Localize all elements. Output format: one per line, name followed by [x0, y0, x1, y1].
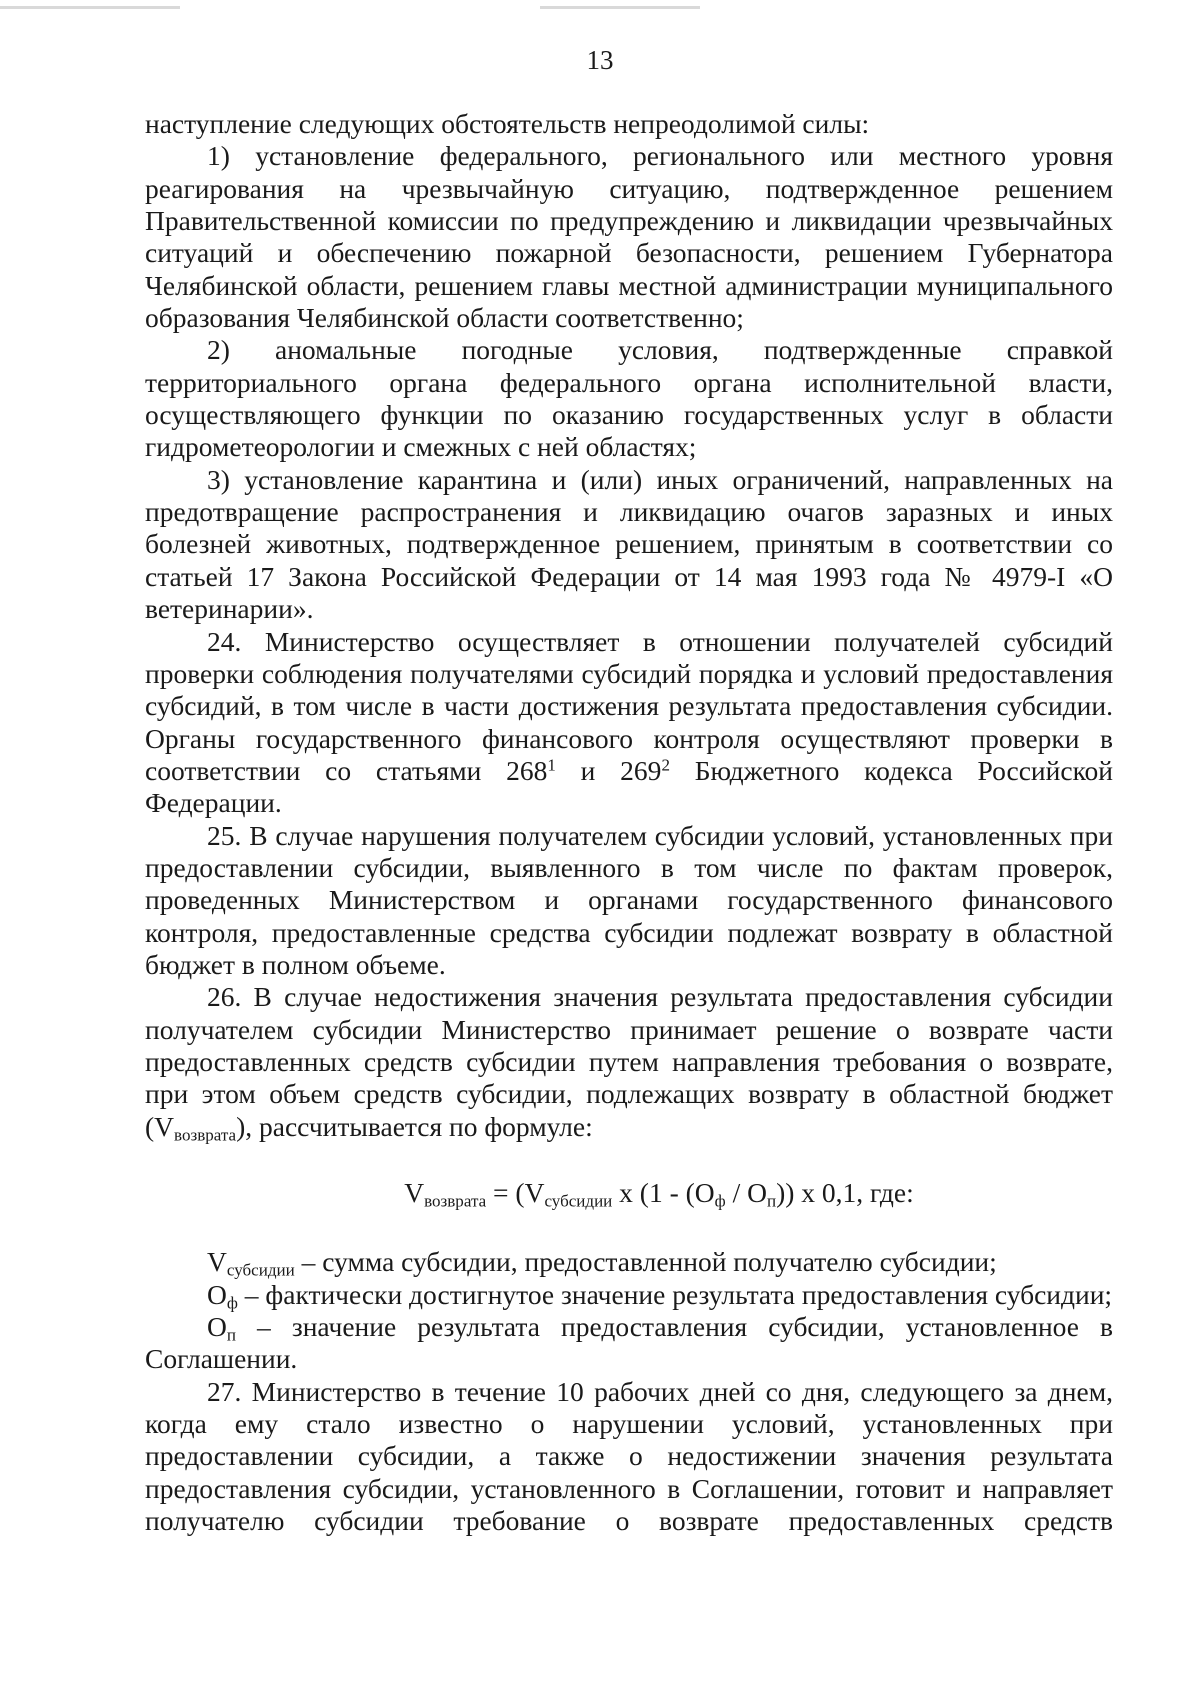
def3-text: – значение результата предоставления субсидии, установленное в Соглашении. — [145, 1311, 1113, 1375]
def1-text: – сумма субсидии, предоставленной получателю субсидии; — [294, 1246, 997, 1278]
paragraph-26-text-a: 26. В случае недостижения значения результата предоставления субсидии получателем субсидии Министерство принимает решение о возврате части предоставленных средств субсидии путем направления требования о возврате, при этом объем средств субсидии, подлежащих возврату в областной бюджет (V — [145, 981, 1113, 1142]
paragraph-item-2: 2) аномальные погодные условия, подтвержденные справкой территориального органа федерального органа исполнительной власти, осуществляющего функции по оказанию государственных услуг в области гидрометеорологии и смежных с ней областях; — [145, 334, 1113, 463]
paragraph-item-1: 1) установление федерального, регионального или местного уровня реагирования на чрезвычайную ситуацию, подтвержденное решением Правительственной комиссии по предупреждению и ликвидации чрезвычайных ситуаций и обеспечению пожарной безопасности, решением Губернатора Челябинской области, решением главы местной администрации муниципального образования Челябинской области соответственно; — [145, 140, 1113, 334]
def2-sub: ф — [226, 1292, 238, 1312]
paragraph-24 — [145, 626, 1113, 820]
scan-artifact — [0, 6, 180, 9]
paragraph-26 — [145, 981, 1113, 1143]
formula-slash: / О — [725, 1177, 767, 1208]
paragraph-intro: наступление следующих обстоятельств непреодолимой силы: — [145, 108, 870, 139]
paragraph-24-text-b: и 269 — [555, 754, 662, 786]
def1-symbol: V — [207, 1246, 227, 1278]
def3-sub: п — [226, 1325, 236, 1345]
superscript-1: 1 — [547, 755, 556, 775]
paragraph-26-text-b: ), рассчитывается по формуле: — [236, 1110, 593, 1142]
formula-eq: = (V — [486, 1177, 545, 1208]
paragraph-25: 25. В случае нарушения получателем субсидии условий, установленных при предоставлении субсидии, выявленного в том числе по фактам проверок, проведенных Министерством и органами государственного финансового контроля, предоставленные средства субсидии подлежат возврату в областной бюджет в полном объеме. — [145, 819, 1113, 980]
definition-o-p — [145, 1311, 1113, 1376]
paragraph-27: 27. Министерство в течение 10 рабочих дней со дня, следующего за днем, когда ему стало известно о нарушении условий, установленных при предоставлении субсидии, а также о недостижении значения результата предоставления субсидии, установленного в Соглашении, готовит и направляет получателю субсидии требование о возврате предоставленных средств — [145, 1375, 1113, 1537]
formula — [145, 1177, 1113, 1209]
scan-artifact — [540, 6, 700, 9]
def1-sub: субсидии — [226, 1260, 295, 1280]
document-body — [145, 108, 1113, 1537]
formula-v: V — [404, 1177, 425, 1208]
definition-o-f — [145, 1279, 1113, 1311]
page-number: 13 — [586, 45, 614, 75]
formula-end: )) х 0,1, где: — [776, 1177, 914, 1208]
paragraph-24-text-a: 24. Министерство осуществляет в отношении получателей субсидий проверки соблюдения получателями субсидий порядка и условий предоставления субсидий, в том числе в части достижения результата предоставления субсидии. Органы государственного финансового контроля осуществляют проверки в соответствии со статьями 268 — [145, 625, 1113, 786]
definition-v-subsidy — [145, 1246, 1113, 1278]
def2-text: – фактически достигнутое значение результата предоставления субсидии; — [237, 1278, 1113, 1310]
def2-symbol: О — [207, 1278, 227, 1310]
formula-sub-p: п — [766, 1191, 777, 1211]
formula-sub-f: ф — [714, 1191, 726, 1211]
subscript-return: возврата — [174, 1124, 237, 1144]
paragraph-item-3: 3) установление карантина и (или) иных ограничений, направленных на предотвращение распространения и ликвидацию очагов заразных и иных болезней животных, подтвержденное решением, принятым в соответствии со статьей 17 Закона Российской Федерации от 14 мая 1993 года № 4979-I «О ветеринарии». — [145, 463, 1113, 625]
paragraph-24-text-c: Бюджетного кодекса Российской Федерации. — [145, 754, 1114, 819]
formula-sub-return: возврата — [424, 1191, 487, 1211]
formula-mid: х (1 - (О — [612, 1177, 715, 1208]
def3-symbol: О — [207, 1311, 227, 1343]
superscript-2: 2 — [661, 755, 670, 775]
formula-sub-subsidy: субсидии — [544, 1191, 613, 1211]
